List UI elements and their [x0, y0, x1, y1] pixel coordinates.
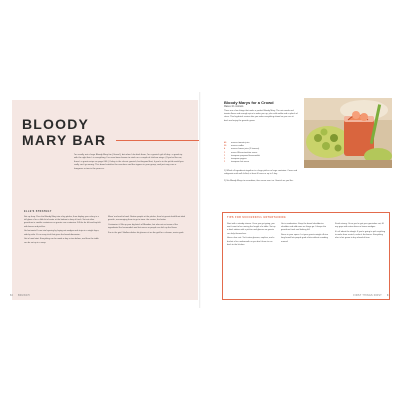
ingredient-item: 4 ounces lemon juice (5 lemons) [224, 148, 260, 151]
title-divider [116, 140, 200, 141]
running-head: FIRST THINGS FIRST [353, 295, 382, 297]
tip-item: Go in moderation. Keep the board shoulder-to-shoulder and add more as things go. It keeps the garnishes fresh and looking full. [281, 223, 327, 232]
page-footer-left [10, 295, 30, 297]
tip-item: Serve in your space. Let your guests mingle. A nice long board lets people grab a bite without crowding around. [281, 234, 329, 243]
recipe-step-1: 1) Whisk all ingredients together in a large pitcher or large container. Cover and refrigerate until well chilled, at least 4 hours or up to 1 day. [224, 170, 298, 176]
ingredient-item: 1 teaspoon pepper [224, 158, 247, 161]
strategy-column-2 [108, 216, 186, 237]
strategy-tip: Get a head start. Everything can be made a day or two before, and then the table can be set up in a snap. [24, 238, 99, 244]
ingredient-item: 20 ounces vodka [224, 145, 244, 148]
strategy-tip: Fun in the grid. Shallow dishes let glasses sit on the grid for a cleaner, easier grab. [108, 232, 184, 234]
ingredient-item: 1 ounce Worcestershire sauce [224, 151, 258, 154]
tips-column-1 [227, 223, 277, 249]
ingredient-item: 1 teaspoon prepared horseradish [224, 154, 260, 157]
strategy-column-1 [24, 216, 102, 246]
right-page [200, 92, 396, 308]
ingredient-item: 40 ounces tomato juice [224, 142, 250, 144]
tips-box [222, 212, 390, 300]
title-line-1: BLOODY [22, 116, 90, 132]
book-spread [4, 92, 396, 308]
intro-paragraph: I'm usually not a huge Bloody Mary fan (I know!), but when I do drink them, I'm a garnish girl all day—a good sip with the right fixin's is everything. I've even been known to stack on a couple of chicken wings. (If you're like me, there's a great recipe on page 000.) Celery is the classic garnish, but beyond that, if you're in the pickle world you really can't go wrong. This board satisfies the snackers and the sippers in your group, and just may cure a hangover or two in the process. [74, 154, 184, 170]
recipe-yield: Makes 10 cocktails [224, 105, 244, 108]
bloody-mary-photo-illustration [304, 98, 392, 168]
title-line-2: MARY BAR [22, 132, 107, 148]
ingredient-item: 1 teaspoon hot sauce [224, 161, 250, 164]
page-footer-right [353, 295, 390, 297]
tips-label: TIPS FOR SUCCESSFUL ENTERTAINING [227, 216, 287, 219]
tips-column-2 [281, 223, 331, 245]
recipe-title: Bloody Marys for a Crowd [224, 100, 274, 105]
ingredient-list [224, 142, 298, 164]
tips-column-3 [335, 223, 385, 242]
recipe-intro: There are a few things that make a perfect Bloody Mary. The mix needs real tomato flavor and enough spice to wake you up, plus cold vodka and a splash of citrus. This big-batch version lets you make everything ahead so you can sit back and enjoy the garnish game. [224, 110, 298, 122]
page-number: 61 [386, 295, 390, 297]
strategy-tip: Customize it. Mix up your big batch of Bloodies, but also set out some of the ingredients like horseradish and hot sauce so people can kick up the flavor. [108, 224, 178, 230]
tip-item: Finish strong. Once you've got your garnishes set, fill any gaps with extra olives or lemon wedges. [335, 223, 384, 229]
strategy-tip: Set up shop. Pour the Bloody Mary into a big pitcher, then display your celery in a tall glass of ice a little bit of water at the bottom to keep it fresh. Set out other garnishes in smaller containers so guests can customize. Fill the far left and top-left with bacon and pickles. [24, 216, 101, 228]
running-head: BRUNCH [18, 295, 30, 297]
tip-item: Have a bar cart. Tuck extra glasses, napkins, and a bucket of ice underneath so you don't have to run back to the kitchen. [227, 237, 275, 246]
strategy-tip: Go horizontal. Lean into layering by laying out wedges and strips in a single layer, side by side. It's an easy trick that gives the board dimension. [24, 230, 99, 236]
left-page [4, 92, 200, 308]
page-number: 60 [10, 295, 14, 297]
page-title [22, 116, 106, 148]
recipe-step-2: 2) Stir Bloody Marys to recombine, then serve over ice. Garnish as you like. [224, 180, 294, 182]
strategy-tip: Move 'em bowl to bowl. Station people at the pitcher, then let guests build their ideal garnish, encouraging them to go to town: the crazier, the better. [108, 216, 186, 222]
strategy-label: ELLE'S STRATEGY [24, 210, 52, 213]
tip-item: Start with a steady stream. Once you get going, you won't want to be running the length of a table. Set up a drink station with a pitcher and glasses so guests can help themselves. [227, 223, 276, 235]
food-photo [304, 98, 392, 168]
tip-item: It's all about the dough. If you're going to pick anything to make from scratch, make it the bacon. Everything else is fair game to buy ahead of time. [335, 231, 386, 240]
